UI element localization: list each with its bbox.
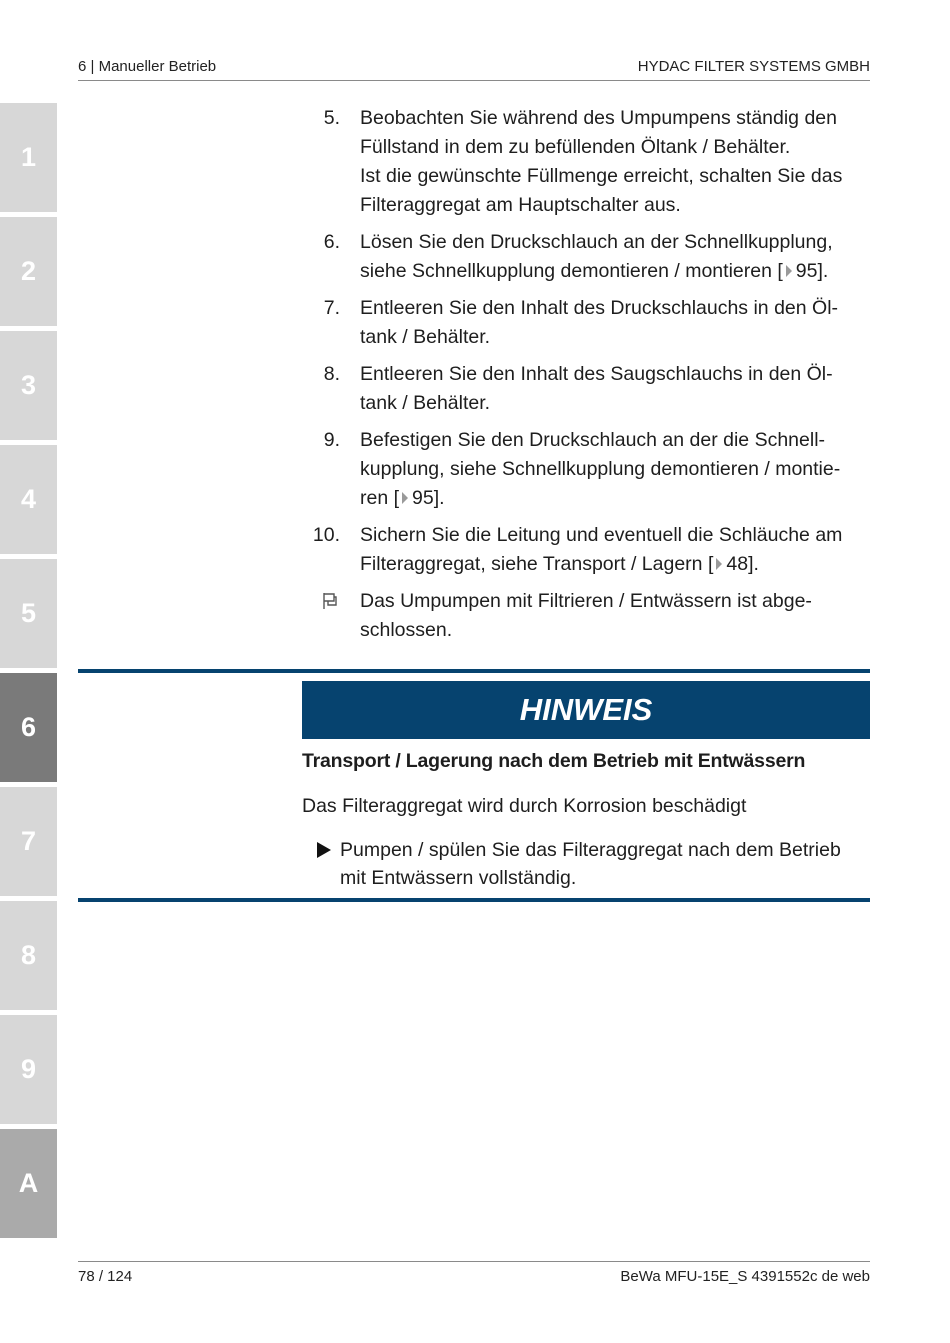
result-item: Das Umpumpen mit Filtrieren / Entwässern ist abge- schlossen. [300, 587, 870, 645]
notice-top-rule [78, 669, 870, 673]
xref-arrow-icon[interactable] [715, 557, 723, 571]
step-item: 9. Befestigen Sie den Druckschlauch an der die Schnell- kupplung, siehe Schnellkupplung demontieren / montie- ren [ 95]. [300, 426, 870, 513]
step-item: 8. Entleeren Sie den Inhalt des Saugschlauchs in den Öl- tank / Behälter. [300, 360, 870, 418]
step-item: 5. Beobachten Sie während des Umpumpens ständig den Füllstand in dem zu befüllenden Öltank / Behälter. Ist die gewünschte Füllmenge erreicht, schalten Sie das Filteraggregat am Hauptschalter aus. [300, 104, 870, 220]
document-id: BeWa MFU-15E_S 4391552c de web [620, 1268, 870, 1285]
chapter-tab-2[interactable]: 2 [0, 217, 57, 326]
chapter-tab-5[interactable]: 5 [0, 559, 57, 668]
notice-text: Das Filteraggregat wird durch Korrosion beschädigt [302, 795, 747, 817]
page-reference-link[interactable]: 48]. [726, 553, 759, 575]
notice-banner: HINWEIS [302, 681, 870, 739]
step-number: 7. [323, 297, 340, 319]
company-name: HYDAC FILTER SYSTEMS GMBH [637, 58, 870, 75]
notice-title: Transport / Lagerung nach dem Betrieb mit Entwässern [302, 750, 806, 772]
chapter-tab-appendix[interactable]: A [0, 1129, 57, 1238]
step-item: 7. Entleeren Sie den Inhalt des Druckschlauchs in den Öl- tank / Behälter. [300, 294, 870, 352]
result-flag-icon [320, 591, 340, 611]
chapter-tab-7[interactable]: 7 [0, 787, 57, 896]
chapter-tab-6-active[interactable]: 6 [0, 673, 57, 782]
step-number: 6. [323, 231, 340, 253]
step-number: 5. [323, 107, 340, 129]
step-list [300, 104, 870, 653]
chapter-tab-3[interactable]: 3 [0, 331, 57, 440]
action-triangle-icon [316, 842, 332, 858]
page-footer [78, 1261, 870, 1286]
step-item: 10. Sichern Sie die Leitung und eventuell die Schläuche am Filteraggregat, siehe Transport / Lagern [ 48]. [300, 521, 870, 579]
notice-bottom-rule [78, 898, 870, 902]
chapter-tab-8[interactable]: 8 [0, 901, 57, 1010]
xref-arrow-icon[interactable] [401, 491, 409, 505]
step-number: 9. [323, 429, 340, 451]
chapter-tab-9[interactable]: 9 [0, 1015, 57, 1124]
chapter-tab-1[interactable]: 1 [0, 103, 57, 212]
notice-action: Pumpen / spülen Sie das Filteraggregat nach dem Betrieb mit Entwässern vollständig. [316, 836, 876, 892]
chapter-title: 6 | Manueller Betrieb [78, 58, 217, 75]
page-number: 78 / 124 [78, 1268, 133, 1285]
step-number: 10. [312, 524, 340, 546]
page-reference-link[interactable]: 95]. [412, 487, 445, 509]
page-header [78, 56, 870, 81]
step-number: 8. [323, 363, 340, 385]
step-item: 6. Lösen Sie den Druckschlauch an der Schnellkupplung, siehe Schnellkupplung demontieren / montieren [ 95]. [300, 228, 870, 286]
xref-arrow-icon[interactable] [785, 264, 793, 278]
page-reference-link[interactable]: 95]. [795, 260, 829, 282]
chapter-tab-4[interactable]: 4 [0, 445, 57, 554]
